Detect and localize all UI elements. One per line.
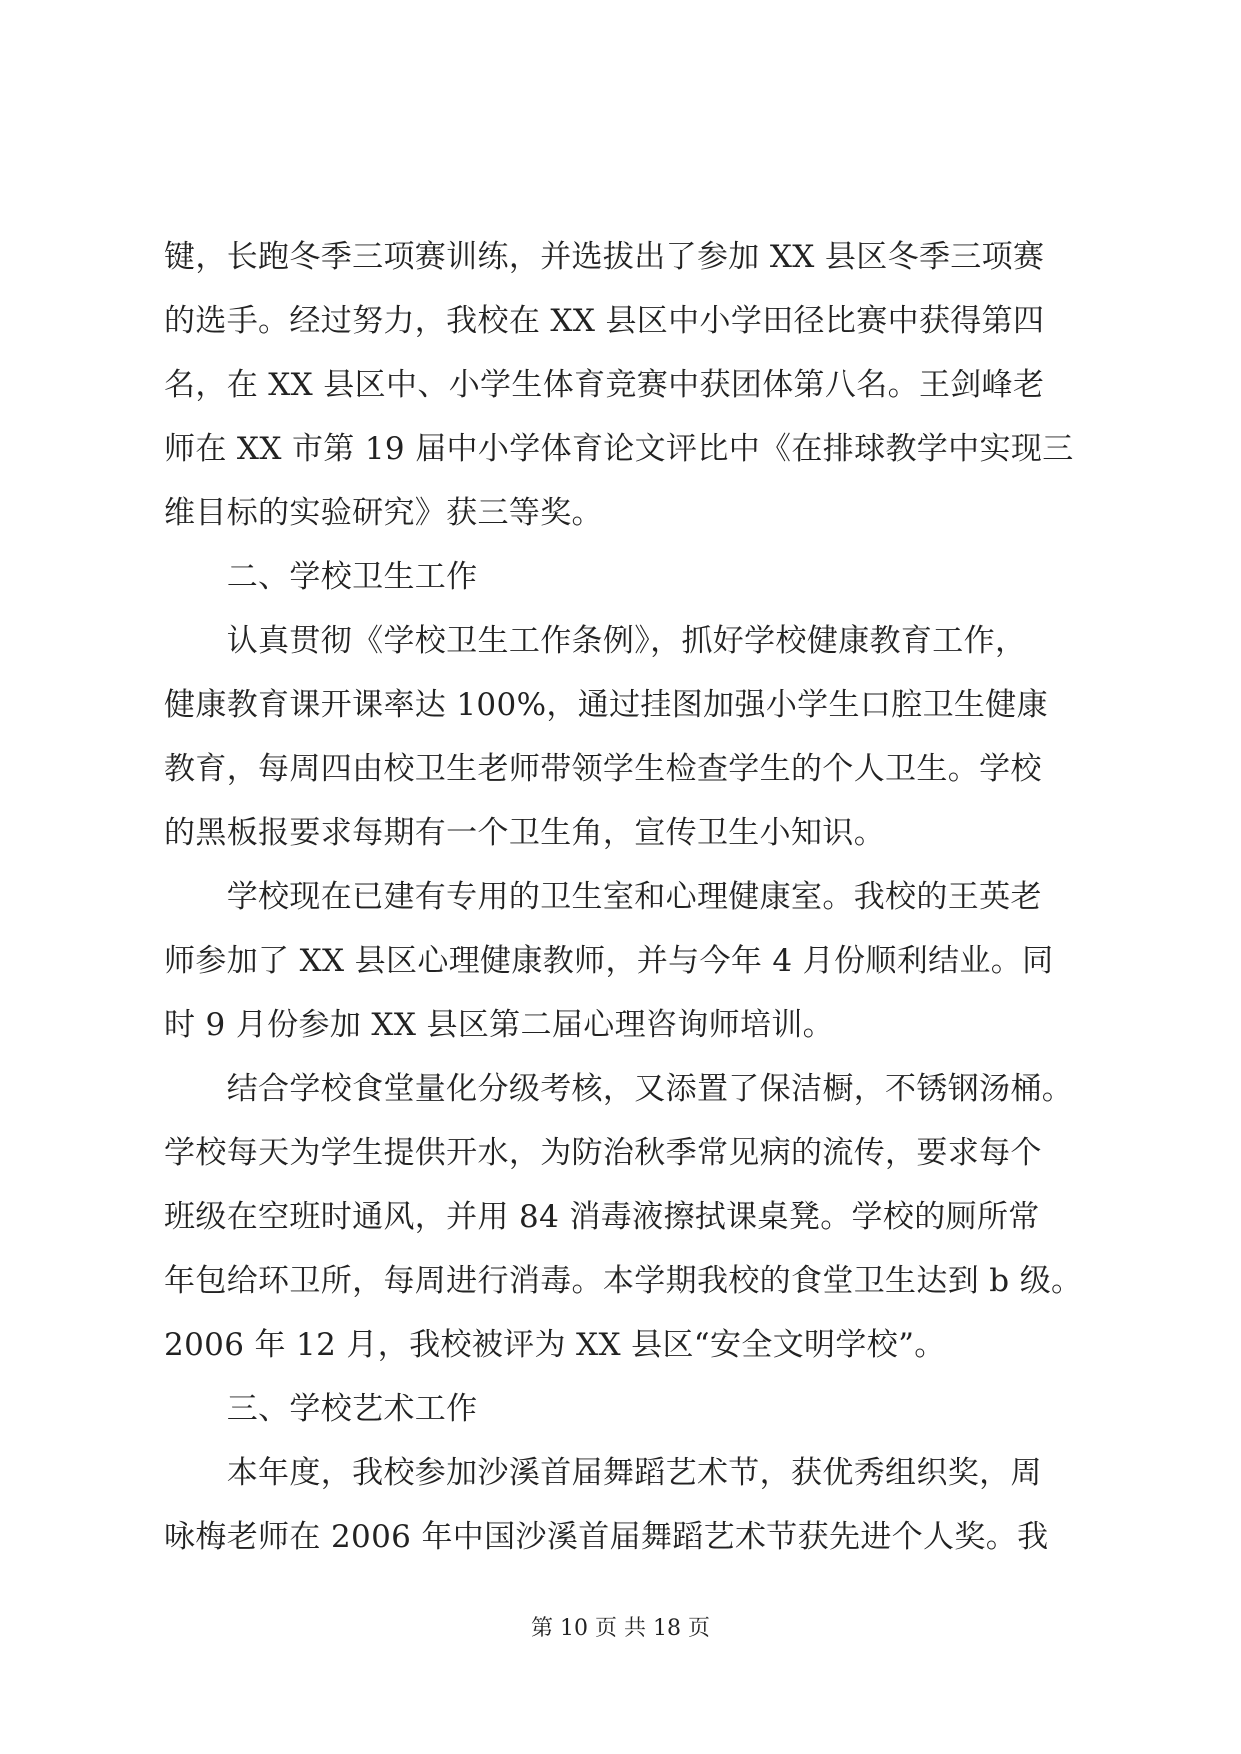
text-line: 学校现在已建有专用的卫生室和心理健康室。我校的王英老 — [164, 879, 1042, 915]
text-line: 年包给环卫所，每周进行消毒。本学期我校的食堂卫生达到 b 级。 — [164, 1263, 1083, 1299]
text-line: 键，长跑冬季三项赛训练，并选拔出了参加 XX 县区冬季三项赛 — [164, 239, 1045, 275]
document-body — [164, 225, 1083, 1569]
text-line: 健康教育课开课率达 100%，通过挂图加强小学生口腔卫生健康 — [164, 687, 1048, 723]
section-heading: 二、学校卫生工作 — [164, 559, 478, 595]
text-line: 结合学校食堂量化分级考核，又添置了保洁橱，不锈钢汤桶。 — [164, 1071, 1074, 1107]
text-line: 2006 年 12 月，我校被评为 XX 县区“安全文明学校”。 — [164, 1327, 946, 1363]
text-line: 教育，每周四由校卫生老师带领学生检查学生的个人卫生。学校 — [164, 751, 1042, 787]
text-line: 学校每天为学生提供开水，为防治秋季常见病的流传，要求每个 — [164, 1135, 1042, 1171]
text-line: 名，在 XX 县区中、小学生体育竞赛中获团体第八名。王剑峰老 — [164, 367, 1045, 403]
text-line: 时 9 月份参加 XX 县区第二届心理咨询师培训。 — [164, 1007, 835, 1043]
text-line: 本年度，我校参加沙溪首届舞蹈艺术节，获优秀组织奖，周 — [164, 1455, 1042, 1491]
page-number-footer: 第 10 页 共 18 页 — [531, 1616, 710, 1641]
text-line: 师参加了 XX 县区心理健康教师，并与今年 4 月份顺利结业。同 — [164, 943, 1054, 979]
section-heading: 三、学校艺术工作 — [164, 1391, 478, 1427]
text-line: 维目标的实验研究》获三等奖。 — [164, 495, 603, 531]
text-line: 咏梅老师在 2006 年中国沙溪首届舞蹈艺术节获先进个人奖。我 — [164, 1519, 1049, 1555]
text-line: 班级在空班时通风，并用 84 消毒液擦拭课桌凳。学校的厕所常 — [164, 1199, 1040, 1235]
text-line: 的选手。经过努力，我校在 XX 县区中小学田径比赛中获得第四 — [164, 303, 1045, 339]
text-line: 师在 XX 市第 19 届中小学体育论文评比中《在排球教学中实现三 — [164, 431, 1074, 467]
text-line: 认真贯彻《学校卫生工作条例》，抓好学校健康教育工作， — [164, 623, 1027, 659]
text-line: 的黑板报要求每期有一个卫生角，宣传卫生小知识。 — [164, 815, 886, 851]
